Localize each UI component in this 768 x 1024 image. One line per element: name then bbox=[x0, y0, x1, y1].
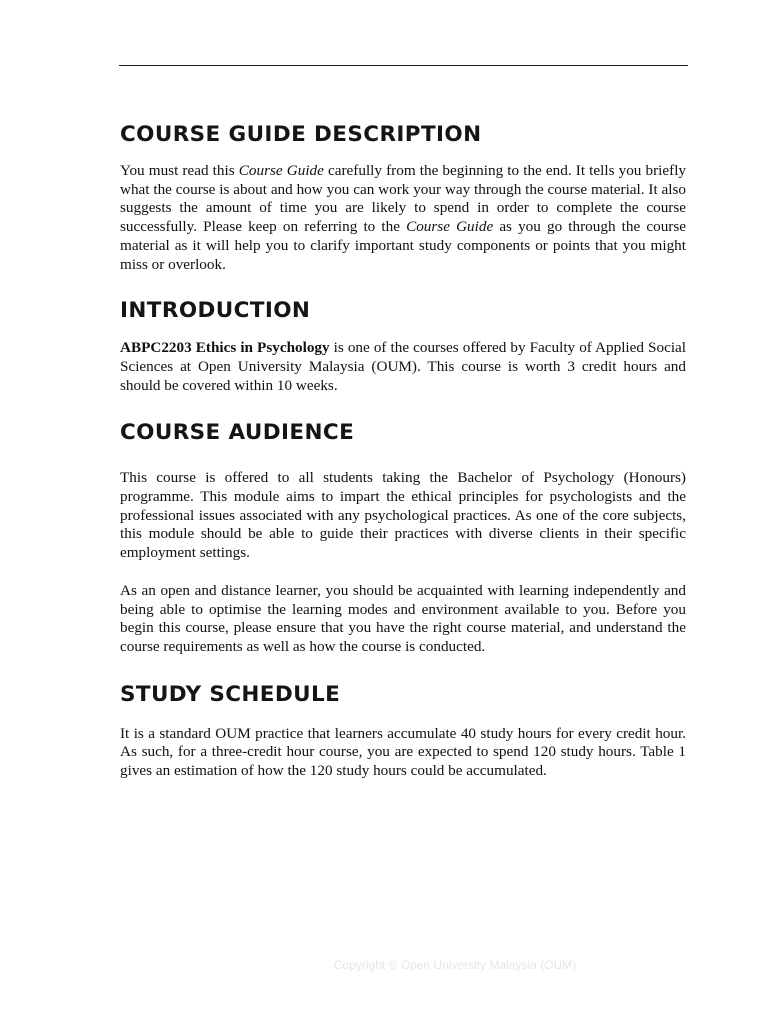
text-run: carefully from the beginning to the end. It tells you briefly what the course is about and how you can work your way through the course material. It also suggests the amount of time you are likely to spend in order to complete the course successfully. Please keep on referring to the bbox=[120, 162, 687, 236]
section-course-audience bbox=[120, 416, 686, 656]
heading-course-guide-description: COURSE GUIDE DESCRIPTION bbox=[120, 122, 482, 147]
course-guide-italic: Course Guide bbox=[406, 218, 494, 236]
section-course-guide-description bbox=[120, 118, 686, 274]
section-study-schedule bbox=[120, 678, 686, 781]
header-rule bbox=[119, 65, 688, 66]
text-run: as you go through the course material as it will help you to clarify important study components or points that you might miss or overlook. bbox=[120, 218, 686, 273]
heading-course-audience: COURSE AUDIENCE bbox=[120, 420, 355, 446]
paragraph-course-guide-description bbox=[120, 162, 686, 274]
paragraph-audience-2: As an open and distance learner, you should be acquainted with learning independently and being able to optimise the learning modes and environment available to you. Before you begin this course, please ensure that you have the right course material, and understand the course requirements as well as how the course is conducted. bbox=[120, 581, 686, 655]
page-content bbox=[120, 118, 686, 781]
text-run: is one of the courses offered by Faculty of Applied Social Sciences at Open University Malaysia (OUM). This course is worth 3 credit hours and should be covered within 10 weeks. bbox=[120, 339, 686, 394]
text-run: You must read this bbox=[120, 162, 239, 179]
copyright-footer: Copyright © Open University Malaysia (OUM) bbox=[333, 958, 577, 972]
paragraph-audience-1: This course is offered to all students taking the Bachelor of Psychology (Honours) programme. This module aims to impart the ethical principles for psychologists and the professional issues associated with any psychological practices. As one of the core subjects, this module should be able to guide their practices with diverse clients in their specific employment settings. bbox=[120, 469, 686, 562]
course-guide-italic: Course Guide bbox=[238, 162, 324, 179]
section-introduction bbox=[120, 294, 686, 395]
paragraph-introduction bbox=[120, 339, 686, 395]
course-code-title: ABPC2203 Ethics in Psychology bbox=[120, 339, 330, 357]
heading-study-schedule: STUDY SCHEDULE bbox=[120, 681, 341, 707]
heading-introduction: INTRODUCTION bbox=[120, 298, 311, 324]
paragraph-study-schedule: It is a standard OUM practice that learners accumulate 40 study hours for every credit hour. As such, for a three-credit hour course, you are expected to spend 120 study hours. Table 1 gives an estimation of how the 120 study hours could be accumulated. bbox=[120, 724, 686, 780]
